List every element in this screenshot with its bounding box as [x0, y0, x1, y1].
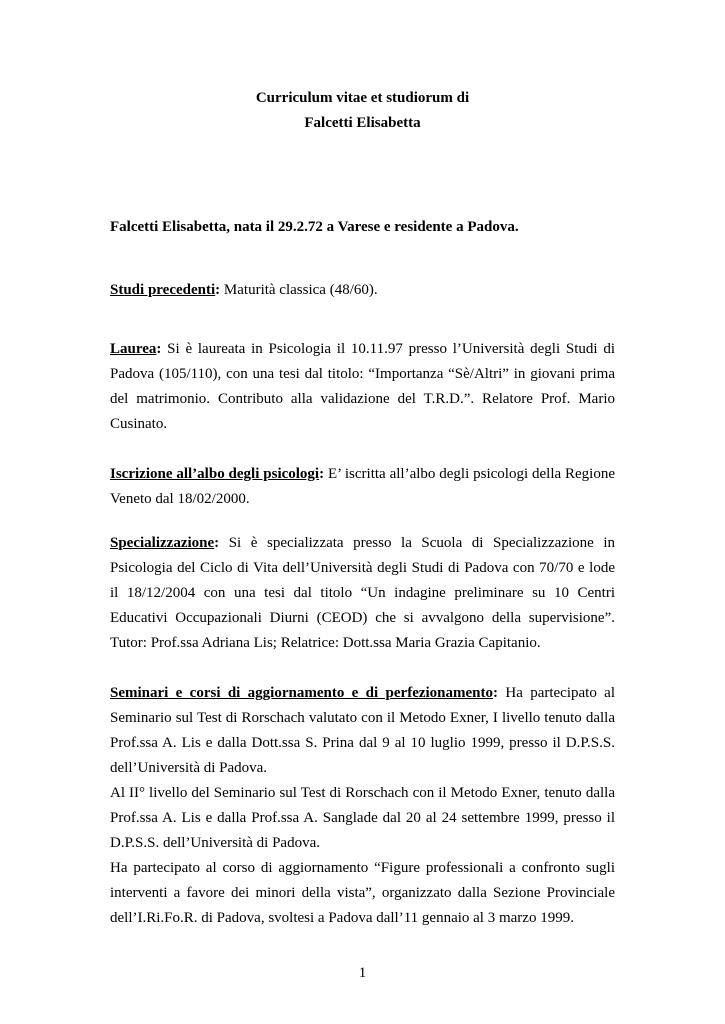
document-title-line1: Curriculum vitae et studiorum di [255, 90, 470, 106]
intro-line: Falcetti Elisabetta, nata il 29.2.72 a Varese e residente a Padova. [110, 219, 519, 235]
section-specializzazione [110, 531, 615, 656]
seminari-paragraph-3: Ha partecipato al corso di aggiornamento “Figure professionali a confronto sugli interventi a favore dei minori della vista”, organizzato dalla Sezione Provinciale dell’I.Ri.Fo.R. di Padova, svoltesi a Padova dall’11 gennaio al 3 marzo 1999. [110, 860, 615, 926]
section-label: Iscrizione all’albo degli psicologi: [110, 466, 325, 482]
section-laurea [110, 337, 615, 437]
section-text: Si è specializzata presso la Scuola di Specializzazione in Psicologia del Ciclo di Vita dell’Università degli Studi di Padova con 70/70 e lode il 18/12/2004 con una tesi dal titolo “Un indagine preliminare su 10 Centri Educativi Occupazionali Diurni (CEOD) che si avvalgono della supervisione”. Tutor: Prof.ssa Adriana Lis; Relatrice: Dott.ssa Maria Grazia Capitanio. [110, 535, 615, 651]
section-label-text: Specializzazione [110, 535, 215, 551]
page-number: 1 [358, 965, 367, 981]
section-text: E’ iscritta all’albo degli psicologi della Regione Veneto dal 18/02/2000. [110, 466, 615, 507]
seminari-paragraph-2: Al II° livello del Seminario sul Test di Rorschach con il Metodo Exner, tenuto dalla Prof.ssa A. Lis e dalla Prof.ssa A. Sanglade dal 20 al 24 settembre 1999, presso il D.P.S.S. dell’Università di Padova. [110, 785, 615, 851]
section-seminari [110, 681, 615, 931]
section-label-text: Seminari e corsi di aggiornamento e di perfezionamento [110, 685, 494, 701]
section-label-text: Studi precedenti [110, 282, 216, 298]
section-studi-precedenti [110, 278, 615, 303]
section-label-text: Iscrizione all’albo degli psicologi [110, 466, 320, 482]
section-text: Maturità classica (48/60). [220, 282, 378, 298]
document-title-line2: Falcetti Elisabetta [304, 115, 421, 131]
section-label-text: Laurea [110, 341, 157, 357]
section-text: Ha partecipato al Seminario sul Test di Rorschach valutato con il Metodo Exner, I livello tenuto dalla Prof.ssa A. Lis e dalla Dott.ssa S. Prina dal 9 al 10 luglio 1999, presso il D.P.S.S. dell’Università di Padova. [110, 685, 615, 776]
section-label: Seminari e corsi di aggiornamento e di perfezionamento: [110, 685, 499, 701]
section-text: Si è laureata in Psicologia il 10.11.97 presso l’Università degli Studi di Padova (105/110), con una tesi dal titolo: “Importanza “Sè/Altri” in giovani prima del matrimonio. Contributo alla validazione del T.R.D.”. Relatore Prof. Mario Cusinato. [110, 341, 615, 432]
section-label: Laurea: [110, 341, 162, 357]
section-label: Studi precedenti: [110, 282, 221, 298]
section-label: Specializzazione: [110, 535, 220, 551]
section-iscrizione-albo [110, 462, 615, 512]
